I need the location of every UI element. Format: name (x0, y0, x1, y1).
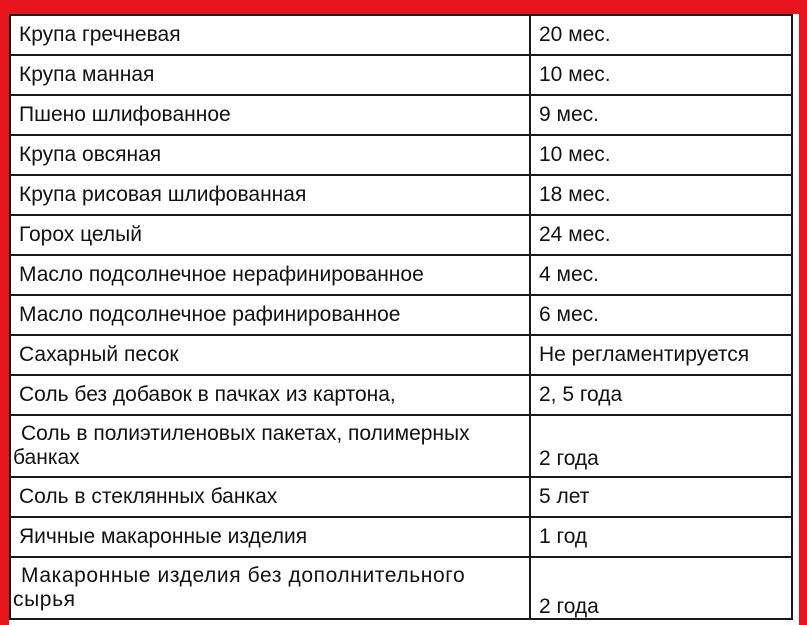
product-cell: Крупа гречневая (10, 15, 530, 55)
shelf-life-cell: 6 мес. (530, 295, 792, 335)
product-cell: Соль в полиэтиленовых пакетах, полимерных банках (10, 415, 530, 477)
shelf-life-cell: 9 мес. (530, 95, 792, 135)
shelf-life-cell: 24 мес. (530, 215, 792, 255)
product-cell: Яичные макаронные изделия (10, 517, 530, 557)
table-row (10, 335, 792, 375)
table-row (10, 55, 792, 95)
product-cell: Крупа манная (10, 55, 530, 95)
product-cell: Сахарный песок (10, 335, 530, 375)
table-row (10, 517, 792, 557)
table-row (10, 95, 792, 135)
table-row (10, 15, 792, 55)
shelf-life-cell: 4 мес. (530, 255, 792, 295)
table-row (10, 477, 792, 517)
product-cell: Соль без добавок в пачках из картона, (10, 375, 530, 415)
table-row (10, 295, 792, 335)
table-row (10, 135, 792, 175)
shelf-life-cell: 10 мес. (530, 55, 792, 95)
table-sheet (9, 14, 799, 625)
product-cell: Крупа рисовая шлифованная (10, 175, 530, 215)
table-row (10, 375, 792, 415)
shelf-life-cell: 20 мес. (530, 15, 792, 55)
shelf-life-cell: Не регламентируется (530, 335, 792, 375)
shelf-life-table (9, 14, 793, 620)
product-cell: Горох целый (10, 215, 530, 255)
product-cell: Масло подсолнечное рафинированное (10, 295, 530, 335)
table-row (10, 415, 792, 477)
table-row (10, 215, 792, 255)
table-row (10, 255, 792, 295)
shelf-life-cell: 18 мес. (530, 175, 792, 215)
table-row (10, 175, 792, 215)
shelf-life-cell: 2 года (530, 557, 792, 619)
shelf-life-cell: 2 года (530, 415, 792, 477)
product-cell: Пшено шлифованное (10, 95, 530, 135)
product-cell: Соль в стеклянных банках (10, 477, 530, 517)
product-cell: Крупа овсяная (10, 135, 530, 175)
shelf-life-cell: 2, 5 года (530, 375, 792, 415)
product-cell: Макаронные изделия без дополнительного сырья (10, 557, 530, 619)
shelf-life-cell: 10 мес. (530, 135, 792, 175)
shelf-life-cell: 1 год (530, 517, 792, 557)
table-row (10, 557, 792, 619)
product-cell: Масло подсолнечное нерафинированное (10, 255, 530, 295)
shelf-life-cell: 5 лет (530, 477, 792, 517)
